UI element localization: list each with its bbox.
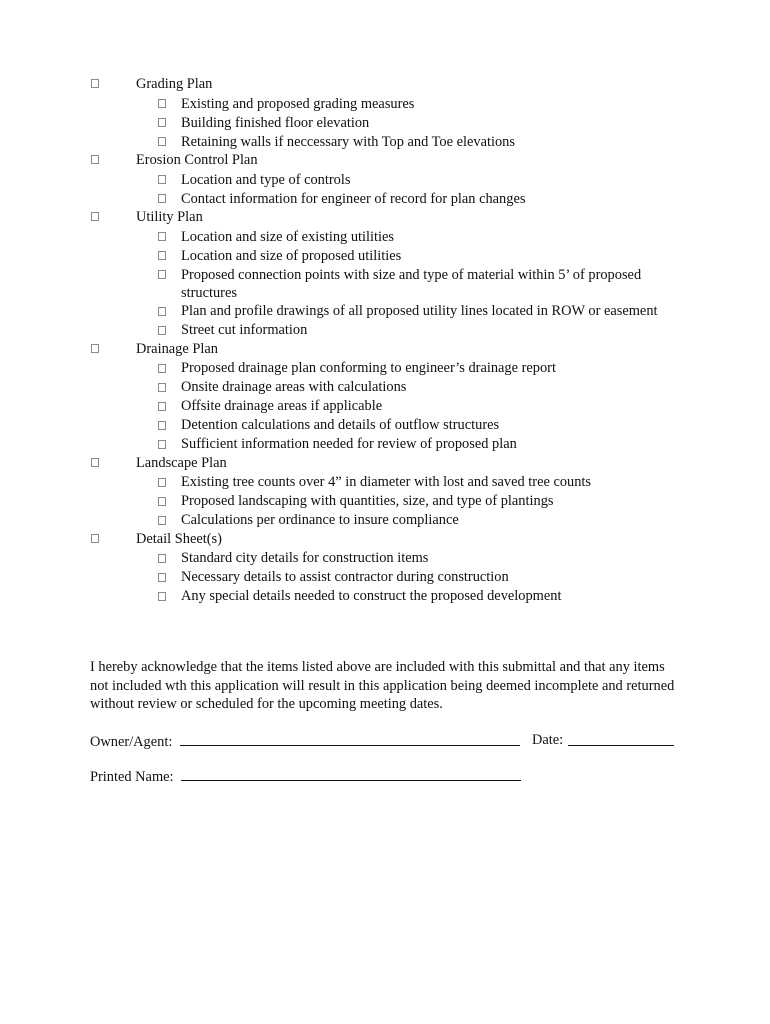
item-label: Sufficient information needed for review of proposed plan (181, 436, 517, 452)
checklist-item (90, 94, 690, 113)
item-label: Proposed drainage plan conforming to engineer’s drainage report (181, 360, 556, 376)
checklist-item (90, 587, 690, 606)
item-label: Building finished floor elevation (181, 114, 370, 131)
item-checkbox[interactable] (158, 478, 166, 487)
owner-agent-signature-line[interactable] (180, 731, 520, 746)
printed-name-row (90, 766, 521, 786)
item-checkbox[interactable] (158, 592, 166, 601)
item-checkbox[interactable] (158, 194, 166, 203)
checklist-section (90, 340, 690, 454)
checklist-item (90, 359, 690, 378)
submittal-checklist (90, 75, 690, 606)
checklist-item (90, 227, 690, 246)
item-label: Offsite drainage areas if applicable (181, 398, 383, 414)
item-label: Detention calculations and details of outflow structures (181, 417, 500, 433)
section-checkbox[interactable] (91, 212, 99, 221)
checklist-item (90, 113, 690, 132)
checklist-item (90, 568, 690, 587)
item-label: Location and size of proposed utilities (181, 247, 402, 264)
item-checkbox[interactable] (158, 440, 166, 449)
item-label: Standard city details for construction items (181, 550, 429, 566)
section-title: Grading Plan (136, 76, 213, 92)
item-checkbox[interactable] (158, 364, 166, 373)
checklist-item (90, 511, 690, 530)
item-checkbox[interactable] (158, 137, 166, 146)
section-header (90, 340, 690, 359)
checklist-item (90, 246, 690, 265)
item-checkbox[interactable] (158, 307, 166, 316)
item-label: Street cut information (181, 322, 308, 338)
item-label: Calculations per ordinance to insure compliance (181, 512, 459, 528)
checklist-item (90, 492, 690, 511)
checklist-item (90, 265, 690, 302)
date-signature-line[interactable] (568, 731, 674, 746)
item-checkbox[interactable] (158, 497, 166, 506)
checklist-item (90, 397, 690, 416)
item-label: Retaining walls if neccessary with Top and Toe elevations (181, 133, 515, 150)
section-header (90, 208, 690, 227)
item-label: Necessary details to assist contractor during construction (181, 569, 509, 585)
item-checkbox[interactable] (158, 383, 166, 392)
checklist-section (90, 530, 690, 606)
owner-agent-label: Owner/Agent: (90, 734, 173, 750)
section-checkbox[interactable] (91, 155, 99, 164)
section-header (90, 530, 690, 549)
printed-name-label: Printed Name: (90, 769, 174, 785)
item-label: Existing and proposed grading measures (181, 95, 415, 112)
checklist-item (90, 170, 690, 189)
item-label: Existing tree counts over 4” in diameter with lost and saved tree counts (181, 474, 592, 490)
acknowledgement-text: I hereby acknowledge that the items listed above are included with this submittal and that any items not included wth this application will result in this application being deemed incomplete and returned without review or scheduled for the upcoming meeting dates. (90, 659, 675, 712)
checklist-item (90, 435, 690, 454)
item-checkbox[interactable] (158, 573, 166, 582)
owner-signature-row (90, 731, 564, 751)
section-checkbox[interactable] (91, 534, 99, 543)
section-title: Detail Sheet(s) (136, 530, 222, 547)
item-checkbox[interactable] (158, 175, 166, 184)
date-label: Date: (532, 732, 564, 748)
item-label: Location and size of existing utilities (181, 228, 395, 245)
checklist-item (90, 321, 690, 340)
item-checkbox[interactable] (158, 554, 166, 563)
item-checkbox[interactable] (158, 402, 166, 411)
section-title: Landscape Plan (136, 454, 227, 471)
checklist-item (90, 378, 690, 397)
checklist-section (90, 454, 690, 530)
section-checkbox[interactable] (91, 344, 99, 353)
printed-name-signature-line[interactable] (181, 766, 521, 781)
checklist-section (90, 151, 690, 208)
checklist-item (90, 416, 690, 435)
item-checkbox[interactable] (158, 516, 166, 525)
checklist-item (90, 473, 690, 492)
checklist-item (90, 302, 690, 321)
section-title: Erosion Control Plan (136, 152, 258, 168)
item-checkbox[interactable] (158, 421, 166, 430)
section-header (90, 454, 690, 473)
section-header (90, 151, 690, 170)
checklist-item (90, 549, 690, 568)
item-label: Any special details needed to construct the proposed development (181, 588, 562, 604)
item-label: Onsite drainage areas with calculations (181, 379, 407, 395)
section-checkbox[interactable] (91, 458, 99, 467)
item-label: Proposed landscaping with quantities, size, and type of plantings (181, 493, 554, 509)
checklist-section (90, 75, 690, 151)
item-label: Contact information for engineer of record for plan changes (181, 190, 526, 207)
item-checkbox[interactable] (158, 326, 166, 335)
checklist-item (90, 189, 690, 208)
section-header (90, 75, 690, 94)
checklist-section (90, 208, 690, 340)
item-label: Location and type of controls (181, 171, 351, 188)
item-checkbox[interactable] (158, 251, 166, 260)
section-checkbox[interactable] (91, 79, 99, 88)
item-checkbox[interactable] (158, 118, 166, 127)
section-title: Drainage Plan (136, 340, 218, 357)
item-checkbox[interactable] (158, 270, 166, 279)
checklist-item (90, 132, 690, 151)
item-checkbox[interactable] (158, 99, 166, 108)
item-label: Plan and profile drawings of all proposed utility lines located in ROW or easement (181, 303, 658, 319)
item-checkbox[interactable] (158, 232, 166, 241)
section-title: Utility Plan (136, 209, 203, 225)
item-label: Proposed connection points with size and type of material within 5’ of proposed structures (181, 266, 642, 301)
